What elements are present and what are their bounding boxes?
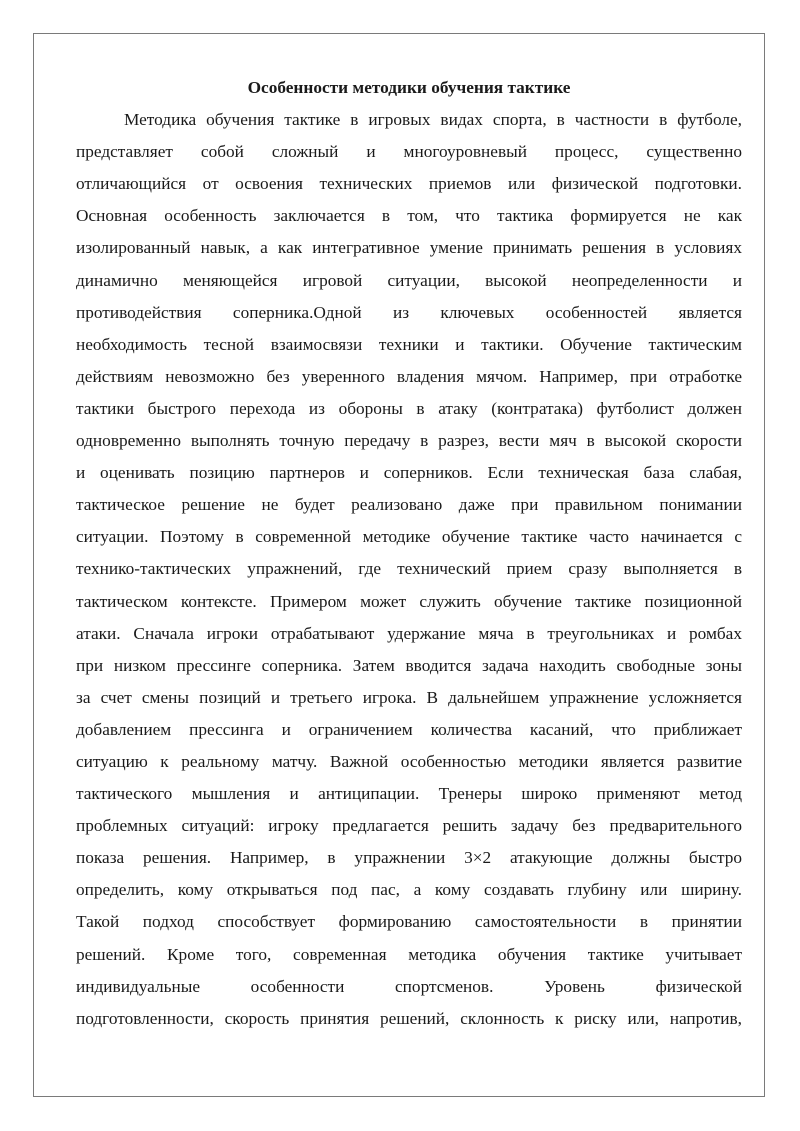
text-line: динамично меняющейся игровой ситуации, высокой неопределенности и xyxy=(76,270,742,290)
text-line: тактическом контексте. Примером может служить обучение тактике позиционной xyxy=(76,591,742,611)
text-line: Методика обучения тактике в игровых видах спорта, в частности в футболе, xyxy=(124,110,742,130)
text-line: противодействия соперника.Одной из ключевых особенностей является xyxy=(76,302,742,322)
text-line: решений. Кроме того, современная методика обучения тактике учитывает xyxy=(76,944,742,964)
text-line: необходимость тесной взаимосвязи техники и тактики. Обучение тактическим xyxy=(76,334,742,354)
text-line: Основная особенность заключается в том, что тактика формируется не как xyxy=(76,206,742,226)
document-title: Особенности методики обучения тактике xyxy=(247,78,571,97)
paragraph xyxy=(76,104,742,1035)
text-line: атаки. Сначала игроки отрабатывают удержание мяча в треугольниках и ромбах xyxy=(76,623,742,643)
text-line: представляет собой сложный и многоуровневый процесс, существенно xyxy=(76,142,742,162)
text-line: определить, кому открываться под пас, а кому создавать глубину или ширину. xyxy=(76,880,742,900)
text-line: подготовленности, скорость принятия решений, склонность к риску или, напротив, xyxy=(76,1008,742,1028)
text-line: тактики быстрого перехода из обороны в атаку (контратака) футболист должен xyxy=(76,398,742,418)
text-line: отличающийся от освоения технических приемов или физической подготовки. xyxy=(76,174,742,194)
text-line: тактическое решение не будет реализовано даже при правильном понимании xyxy=(76,495,742,515)
text-line: тактического мышления и антиципации. Тренеры широко применяют метод xyxy=(76,784,742,804)
text-line: технико-тактических упражнений, где технический прием сразу выполняется в xyxy=(76,559,742,579)
text-line: и оценивать позицию партнеров и соперников. Если техническая база слабая, xyxy=(76,463,742,483)
text-line: показа решения. Например, в упражнении 3×2 атакующие должны быстро xyxy=(76,848,742,868)
text-line: изолированный навык, а как интегративное умение принимать решения в условиях xyxy=(76,238,742,258)
text-line: проблемных ситуаций: игроку предлагается решить задачу без предварительного xyxy=(76,816,742,836)
text-line: Такой подход способствует формированию самостоятельности в принятии xyxy=(76,912,742,932)
text-line: одновременно выполнять точную передачу в разрез, вести мяч в высокой скорости xyxy=(76,431,742,451)
text-line: за счет смены позиций и третьего игрока. В дальнейшем упражнение усложняется xyxy=(76,687,742,707)
text-line: ситуацию к реальному матчу. Важной особенностью методики является развитие xyxy=(76,751,742,771)
document-body xyxy=(76,72,742,1035)
text-line: действиям невозможно без уверенного владения мячом. Например, при отработке xyxy=(76,366,742,386)
text-line: при низком прессинге соперника. Затем вводится задача находить свободные зоны xyxy=(76,655,742,675)
text-line: ситуации. Поэтому в современной методике обучение тактике часто начинается с xyxy=(76,527,742,547)
text-line: добавлением прессинга и ограничением количества касаний, что приближает xyxy=(76,719,742,739)
text-line: индивидуальные особенности спортсменов. Уровень физической xyxy=(76,976,742,996)
